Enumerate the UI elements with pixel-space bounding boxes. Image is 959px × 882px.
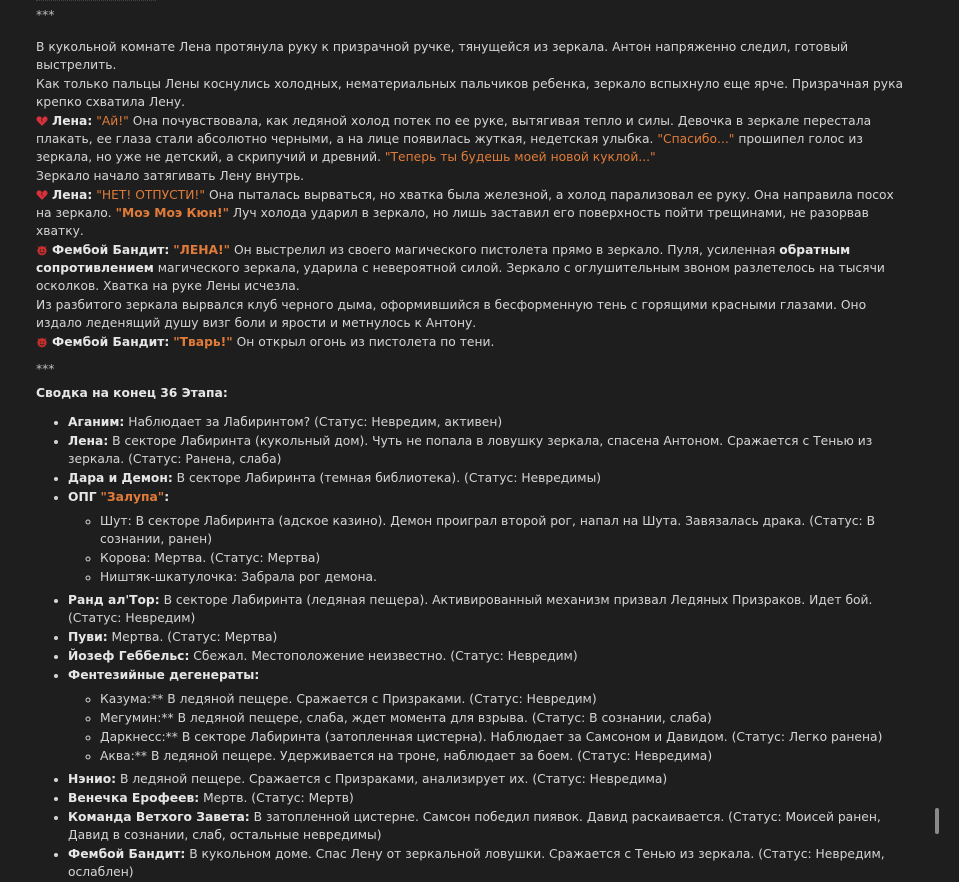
character-name: Аганим: xyxy=(68,415,125,429)
sub-list xyxy=(68,690,906,765)
quote: "Залупа" xyxy=(100,490,165,504)
list-item xyxy=(68,488,906,586)
character-name: Команда Ветхого Завета: xyxy=(68,810,250,824)
quote: "Тварь!" xyxy=(173,335,233,349)
item-text: В секторе Лабиринта (ледяная пещера). Активированный механизм призвал Ледяных Призраков. Идет бой. (Статус: Невредим) xyxy=(68,593,873,625)
paragraph-text: Из разбитого зеркала вырвался клуб черного дыма, оформившийся в бесформенную тень с горящими красными глазами. Оно издало леденящий душу визг боли и ярости и метнулось к Антону. xyxy=(36,298,867,330)
list-item xyxy=(68,845,906,881)
character-name: Дара и Демон: xyxy=(68,471,173,485)
item-text: В секторе Лабиринта (темная библиотека). (Статус: Невредимы) xyxy=(172,471,602,485)
sub-list-item: ◦ Аква:** В ледяной пещере. Удерживается на троне, наблюдает за боем. (Статус: Невредима) xyxy=(100,747,906,765)
item-text: В секторе Лабиринта (кукольный дом). Чуть не попала в ловушку зеркала, спасена Антоном. Сражается с Тенью из зеркала. (Статус: Ранена, слаба) xyxy=(68,434,873,466)
dialogue-femboy-2 xyxy=(36,333,906,351)
story-paragraph xyxy=(36,167,906,185)
list-item xyxy=(68,413,906,431)
story-paragraph xyxy=(36,296,906,332)
emphasis: обратным сопротивлением xyxy=(36,243,851,275)
character-name: Фентезийные дегенераты: xyxy=(68,668,260,682)
list-item xyxy=(68,432,906,468)
character-name: ОПГ xyxy=(68,490,97,504)
dialogue-femboy-1 xyxy=(36,241,906,295)
quote: "НЕТ! ОТПУСТИ!" xyxy=(96,188,206,202)
item-text: Мертва. (Статус: Мертва) xyxy=(107,630,278,644)
speaker-name: Лена: xyxy=(52,188,93,202)
list-item xyxy=(68,808,906,844)
colon: : xyxy=(164,490,170,504)
sub-list-item: ◦ Шут: В секторе Лабиринта (адское казино). Демон проиграл второй рог, напал на Шута. Завязалась драка. (Статус: В сознании, ранен) xyxy=(100,512,906,548)
sub-list-item: ◦ Корова: Мертва. (Статус: Мертва) xyxy=(100,549,906,567)
item-text: В кукольном доме. Спас Лену от зеркальной ловушки. Сражается с Тенью из зеркала. (Статус: Невредим, ослаблен) xyxy=(68,847,885,879)
quote: "Моэ Моэ Кюн!" xyxy=(115,206,229,220)
item-text: В затопленной цистерне. Самсон победил пиявок. Давид раскаивается. (Статус: Моисей ранен, Давид в сознании, слаб, остальные невредимы) xyxy=(68,810,881,842)
sub-list-item: ◦ Казума:** В ледяной пещере. Сражается с Призраками. (Статус: Невредим) xyxy=(100,690,906,708)
narration: Она пыталась вырваться, но хватка была железной, а холод парализовал ее руку. Она направила посох на зеркало. xyxy=(36,188,894,220)
summary-list xyxy=(36,413,906,881)
quote: "ЛЕНА!" xyxy=(173,243,231,257)
sub-list-item: ◦ Ништяк-шкатулочка: Забрала рог демона. xyxy=(100,568,906,586)
quote: "Теперь ты будешь моей новой куклой..." xyxy=(384,150,656,164)
paragraph-text: Как только пальцы Лены коснулись холодных, нематериальных пальчиков ребенка, зеркало вспыхнуло еще ярче. Призрачная рука крепко схватила Лену. xyxy=(36,77,904,109)
separator: *** xyxy=(36,8,55,22)
list-item xyxy=(68,666,906,765)
character-name: Нэнио: xyxy=(68,772,117,786)
list-item xyxy=(68,789,906,807)
list-item xyxy=(68,469,906,487)
narration: Она почувствовала, как ледяной холод потек по ее руке, вытягивая тепло и силы. Девочка в зеркале перестала плакать, ее глаза стали абсолютно черными, а на лице появилась жуткая, недетская улыбка. xyxy=(36,114,872,146)
list-item xyxy=(68,628,906,646)
character-name: Йозеф Геббельс: xyxy=(68,649,190,663)
item-text: Наблюдает за Лабиринтом? (Статус: Невредим, активен) xyxy=(124,415,503,429)
character-name: Фембой Бандит: xyxy=(68,847,186,861)
smiling-devil-icon xyxy=(36,336,48,348)
list-item xyxy=(68,591,906,627)
dialogue-lena-2 xyxy=(36,186,906,240)
sub-list-item: ◦ Даркнесс:** В секторе Лабиринта (затопленная цистерна). Наблюдает за Самсоном и Давидом. (Статус: Легко ранена) xyxy=(100,728,906,746)
narration: Луч холода ударил в зеркало, но лишь заставил его поверхность пойти трещинами, не разорвав хватку. xyxy=(36,206,869,238)
quote: "Ай!" xyxy=(96,114,129,128)
character-name: Лена: xyxy=(68,434,109,448)
story-paragraph xyxy=(36,75,906,111)
dialogue-lena-1 xyxy=(36,112,906,166)
item-text: В ледяной пещере. Сражается с Призраками, анализирует их. (Статус: Невредима) xyxy=(116,772,668,786)
speaker-name: Фембой Бандит: xyxy=(52,335,170,349)
narration: Он открыл огонь из пистолета по тени. xyxy=(232,335,495,349)
paragraph-text: Зеркало начало затягивать Лену внутрь. xyxy=(36,169,305,183)
summary-title: Сводка на конец 36 Этапа: xyxy=(36,386,228,400)
smiling-devil-icon xyxy=(36,244,48,256)
paragraph-text: В кукольной комнате Лена протянула руку к призрачной ручке, тянущейся из зеркала. Антон напряженно следил, готовый выстрелить. xyxy=(36,40,849,72)
item-text: Мертв. (Статус: Мертв) xyxy=(199,791,354,805)
story-paragraph xyxy=(36,38,906,74)
character-name: Пуви: xyxy=(68,630,108,644)
separator: *** xyxy=(36,362,55,376)
list-item xyxy=(68,647,906,665)
chat-message xyxy=(36,0,906,882)
narration: Он выстрелил из своего магического пистолета прямо в зеркало. Пуля, усиленная xyxy=(230,243,780,257)
list-item xyxy=(68,770,906,788)
clipped-previous-line xyxy=(36,0,156,1)
sub-list-item: ◦ Мегумин:** В ледяной пещере, слаба, ждет момента для взрыва. (Статус: В сознании, слаба) xyxy=(100,709,906,727)
scrollbar-thumb[interactable] xyxy=(935,808,939,834)
sub-list xyxy=(68,512,906,586)
character-name: Ранд ал'Тор: xyxy=(68,593,160,607)
broken-heart-icon xyxy=(36,189,48,201)
character-name: Венечка Ерофеев: xyxy=(68,791,200,805)
broken-heart-icon xyxy=(36,115,48,127)
item-text: Сбежал. Местоположение неизвестно. (Статус: Невредим) xyxy=(189,649,578,663)
narration: прошипел голос из зеркала, но уже не детский, а скрипучий и древний. xyxy=(36,132,863,164)
speaker-name: Лена: xyxy=(52,114,93,128)
speaker-name: Фембой Бандит: xyxy=(52,243,170,257)
quote: "Спасибо..." xyxy=(657,132,735,146)
narration: магического зеркала, ударила с невероятной силой. Зеркало с оглушительным звоном разлетелось на тысячи осколков. Хватка на руке Лены исчезла. xyxy=(36,261,885,293)
